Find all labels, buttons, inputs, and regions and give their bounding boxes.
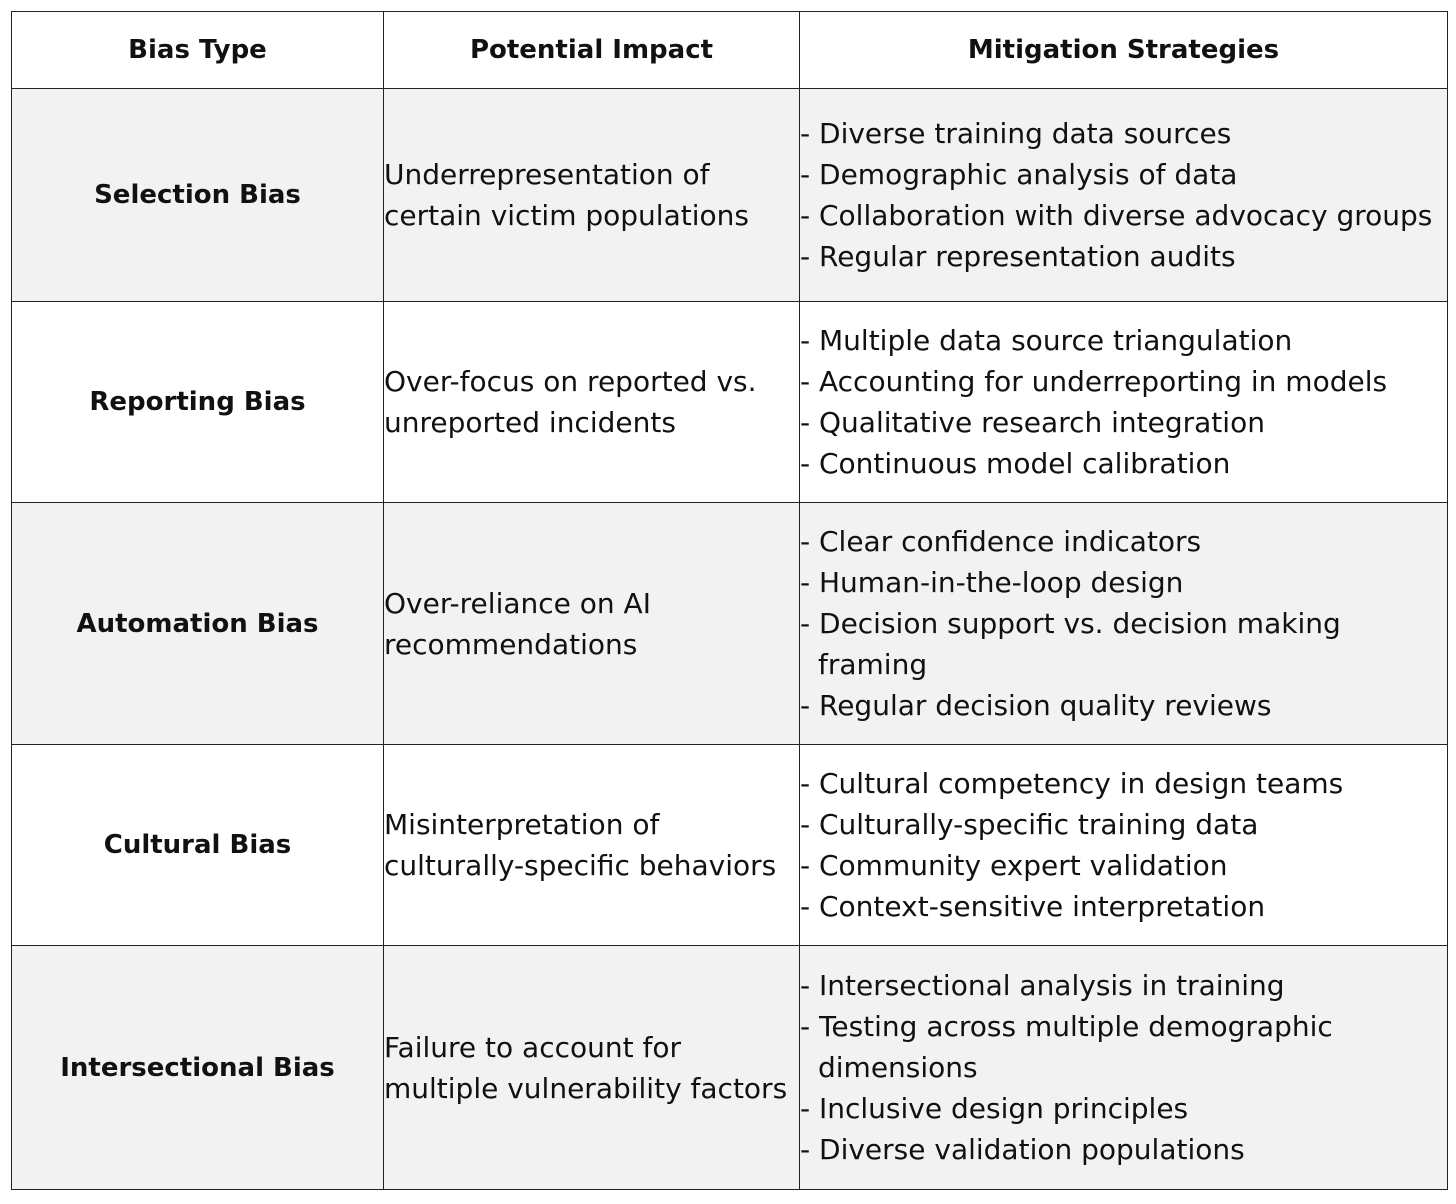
impact-cell: Misinterpretation of culturally-specific behaviors xyxy=(384,745,800,946)
strategy-item: - Accounting for underreporting in models xyxy=(800,365,1388,398)
strategy-item: - Culturally-specific training data xyxy=(800,808,1259,841)
strategy-item: - Cultural competency in design teams xyxy=(800,767,1344,800)
bias-type-cell: Automation Bias xyxy=(12,503,384,745)
mitigation-cell xyxy=(800,89,1448,302)
strategy-item: - Demographic analysis of data xyxy=(800,158,1238,191)
strategy-list xyxy=(800,320,1447,484)
strategy-item: - Regular decision quality reviews xyxy=(800,689,1272,722)
table-row xyxy=(12,946,1448,1190)
strategy-item: - Decision support vs. decision making framing xyxy=(800,607,1341,681)
header-bias-type: Bias Type xyxy=(12,12,384,89)
strategy-list xyxy=(800,113,1447,277)
strategy-item: - Diverse training data sources xyxy=(800,117,1232,150)
strategy-item: - Multiple data source triangulation xyxy=(800,324,1293,357)
bias-mitigation-table xyxy=(11,11,1448,1190)
strategy-item: - Context-sensitive interpretation xyxy=(800,890,1266,923)
strategy-item: - Clear confidence indicators xyxy=(800,525,1202,558)
strategy-item: - Testing across multiple demographic dimensions xyxy=(800,1010,1333,1084)
impact-cell: Over-reliance on AI recommendations xyxy=(384,503,800,745)
impact-cell: Underrepresentation of certain victim populations xyxy=(384,89,800,302)
table-row xyxy=(12,503,1448,745)
bias-type-cell: Reporting Bias xyxy=(12,302,384,503)
strategy-list xyxy=(800,965,1447,1170)
strategy-item: - Community expert validation xyxy=(800,849,1228,882)
bias-type-cell: Intersectional Bias xyxy=(12,946,384,1190)
table-row xyxy=(12,302,1448,503)
strategy-item: - Regular representation audits xyxy=(800,240,1236,273)
impact-cell: Over-focus on reported vs. unreported incidents xyxy=(384,302,800,503)
header-mitigation-strategies: Mitigation Strategies xyxy=(800,12,1448,89)
strategy-item: - Qualitative research integration xyxy=(800,406,1265,439)
table-row xyxy=(12,89,1448,302)
mitigation-cell xyxy=(800,503,1448,745)
strategy-list xyxy=(800,763,1447,927)
bias-type-cell: Cultural Bias xyxy=(12,745,384,946)
mitigation-cell xyxy=(800,946,1448,1190)
header-potential-impact: Potential Impact xyxy=(384,12,800,89)
mitigation-cell xyxy=(800,302,1448,503)
strategy-item: - Intersectional analysis in training xyxy=(800,969,1285,1002)
table-row xyxy=(12,745,1448,946)
strategy-item: - Continuous model calibration xyxy=(800,447,1231,480)
strategy-item: - Diverse validation populations xyxy=(800,1133,1245,1166)
impact-cell: Failure to account for multiple vulnerability factors xyxy=(384,946,800,1190)
mitigation-cell xyxy=(800,745,1448,946)
header-row xyxy=(12,12,1448,89)
bias-type-cell: Selection Bias xyxy=(12,89,384,302)
strategy-list xyxy=(800,521,1447,726)
strategy-item: - Human-in-the-loop design xyxy=(800,566,1184,599)
strategy-item: - Collaboration with diverse advocacy groups xyxy=(800,199,1433,232)
strategy-item: - Inclusive design principles xyxy=(800,1092,1189,1125)
